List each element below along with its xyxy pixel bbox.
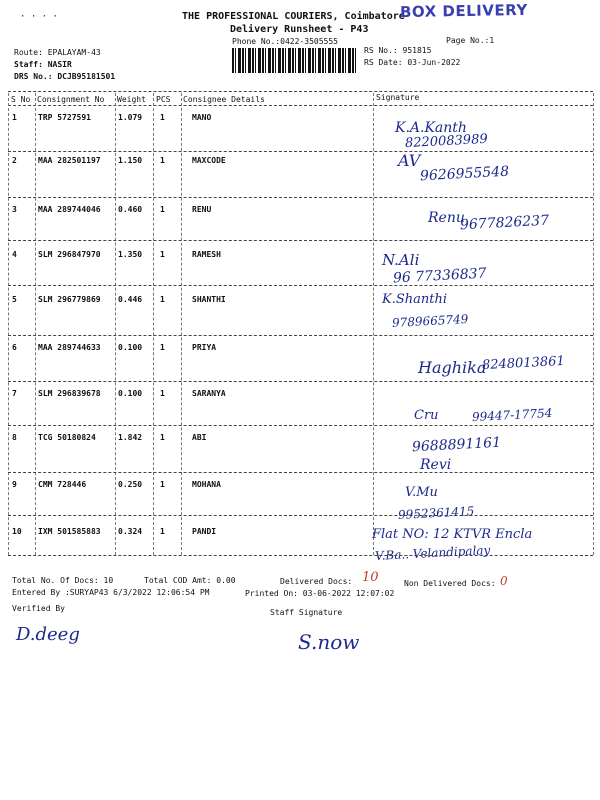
row-consignment-no: SLM 296779869	[38, 295, 101, 304]
delivered-docs-value: 10	[362, 570, 379, 585]
row-divider	[8, 151, 593, 152]
drs-number: DRS No.: DCJB95181501	[14, 72, 116, 81]
row-weight: 1.079	[118, 113, 143, 122]
non-delivered-docs-value: 0	[500, 574, 508, 588]
row-consignment-no: IXM 501585883	[38, 527, 101, 536]
row-signature-phone: 99447-17754	[471, 405, 553, 425]
row-sno: 10	[12, 527, 22, 536]
printed-on: Printed On: 03-06-2022 12:07:02	[245, 589, 395, 598]
row-sno: 3	[12, 205, 17, 214]
row-consignee-name: RAMESH	[192, 250, 221, 259]
row-signature: K.Shanthi	[382, 292, 447, 307]
verified-by-signature: D.deeg	[16, 624, 80, 645]
row-sno: 8	[12, 433, 17, 442]
staff-signature-label: Staff Signature	[270, 608, 343, 617]
row-weight: 0.324	[118, 527, 143, 536]
row-pcs: 1	[160, 527, 165, 536]
phone-number: Phone No.:0422-3505555	[232, 37, 338, 46]
row-signature: Haghika	[418, 358, 487, 377]
col-divider	[35, 93, 36, 555]
barcode	[232, 48, 357, 73]
row-pcs: 1	[160, 343, 165, 352]
row-consignment-no: TCG 50180824	[38, 433, 96, 442]
row-signature: AV	[398, 151, 421, 170]
col-header-pcs: PCS	[156, 95, 171, 104]
row-signature-phone: 9688891161	[411, 434, 502, 456]
row-divider	[8, 515, 593, 516]
row-weight: 0.100	[118, 389, 143, 398]
row-divider	[8, 472, 593, 473]
route: Route: EPALAYAM-43	[14, 48, 101, 57]
row-signature-phone: 96 77336837	[392, 265, 487, 287]
table-top-border	[8, 91, 593, 92]
delivered-docs-label: Delivered Docs:	[280, 577, 353, 586]
row-consignee-name: SARANYA	[192, 389, 226, 398]
company-name: THE PROFESSIONAL COURIERS, Coimbatore	[182, 11, 405, 22]
header-border	[8, 105, 593, 106]
row-signature-phone: 8248013861	[481, 353, 566, 374]
row-consignee-name: MOHANA	[192, 480, 221, 489]
col-divider	[593, 93, 594, 555]
row-signature-phone: 9677826237	[459, 212, 550, 234]
row-signature: N.Ali	[382, 251, 420, 269]
row-consignee-name: RENU	[192, 205, 212, 214]
row-pcs: 1	[160, 205, 165, 214]
row-weight: 1.150	[118, 156, 143, 165]
row-consignment-no: MAA 289744046	[38, 205, 101, 214]
row-signature: Revi	[420, 457, 452, 473]
row-consignment-no: SLM 296839678	[38, 389, 101, 398]
row-consignment-no: SLM 296847970	[38, 250, 101, 259]
col-header-sno: S No	[11, 95, 31, 104]
row-signature-phone: 9626955548	[419, 163, 510, 185]
verified-by-label: Verified By	[12, 604, 65, 613]
total-docs: Total No. Of Docs: 10	[12, 576, 114, 585]
row-sno: 4	[12, 250, 17, 259]
non-delivered-docs-label: Non Delivered Docs:	[404, 579, 496, 588]
row-sno: 5	[12, 295, 17, 304]
row-consignee-name: ABI	[192, 433, 207, 442]
row-pcs: 1	[160, 113, 165, 122]
row-divider	[8, 425, 593, 426]
row-signature-phone: 9952361415	[397, 504, 475, 522]
row-divider	[8, 381, 593, 382]
row-pcs: 1	[160, 480, 165, 489]
row-weight: 0.250	[118, 480, 143, 489]
col-header-consignment: Consignment No	[37, 95, 105, 104]
runsheet-title: Delivery Runsheet - P43	[230, 24, 369, 35]
row-weight: 1.350	[118, 250, 143, 259]
col-divider	[373, 93, 374, 555]
rs-date: RS Date: 03-Jun-2022	[364, 58, 461, 67]
row-sno: 6	[12, 343, 17, 352]
row-divider	[8, 240, 593, 241]
row-consignee-name: PRIYA	[192, 343, 217, 352]
row-pcs: 1	[160, 433, 165, 442]
row-divider	[8, 335, 593, 336]
row-sno: 9	[12, 480, 17, 489]
col-divider	[8, 93, 9, 555]
row-consignee-name: SHANTHI	[192, 295, 226, 304]
row-sno: 7	[12, 389, 17, 398]
row-divider	[8, 197, 593, 198]
row-consignment-no: MAA 289744633	[38, 343, 101, 352]
col-divider	[181, 93, 182, 555]
row-signature: K.A.Kanth	[395, 120, 467, 136]
row-signature: V.Mu	[405, 485, 438, 500]
col-header-signature: Signature	[376, 93, 420, 102]
row-consignment-no: CMM 728446	[38, 480, 87, 489]
table-bottom-border	[8, 555, 593, 556]
row-divider	[8, 285, 593, 286]
total-cod: Total COD Amt: 0.00	[144, 576, 236, 585]
header-dots: · · · ·	[20, 12, 58, 22]
row-weight: 0.446	[118, 295, 143, 304]
row-pcs: 1	[160, 156, 165, 165]
entered-by: Entered By :SURYAP43 6/3/2022 12:06:54 PM	[12, 588, 210, 597]
row-consignment-no: TRP 5727591	[38, 113, 91, 122]
row-consignment-no: MAA 282501197	[38, 156, 101, 165]
row-pcs: 1	[160, 295, 165, 304]
col-divider	[153, 93, 154, 555]
row-weight: 0.100	[118, 343, 143, 352]
row-consignee-name: MANO	[192, 113, 212, 122]
staff: Staff: NASIR	[14, 60, 72, 69]
rs-number: RS No.: 951815	[364, 46, 432, 55]
row-consignee-name: MAXCODE	[192, 156, 226, 165]
col-header-consignee: Consignee Details	[183, 95, 265, 104]
row-signature: Flat NO: 12 KTVR Encla	[372, 527, 533, 542]
row-pcs: 1	[160, 250, 165, 259]
row-sno: 1	[12, 113, 17, 122]
row-sno: 2	[12, 156, 17, 165]
page-number: Page No.:1	[446, 36, 495, 45]
row-signature: Cru	[414, 408, 439, 423]
row-consignee-name: PANDI	[192, 527, 217, 536]
row-signature-phone: V.Ba.. Velandipalay	[374, 542, 491, 564]
row-signature: Renu	[428, 210, 465, 226]
row-signature-phone: 9789665749	[391, 312, 469, 330]
box-delivery-stamp: BOX DELIVERY	[399, 0, 528, 22]
row-weight: 1.842	[118, 433, 143, 442]
col-header-weight: Weight	[117, 95, 146, 104]
row-pcs: 1	[160, 389, 165, 398]
staff-signature: S.now	[298, 630, 360, 654]
col-divider	[115, 93, 116, 555]
row-signature-phone: 8220083989	[404, 131, 489, 152]
row-weight: 0.460	[118, 205, 143, 214]
